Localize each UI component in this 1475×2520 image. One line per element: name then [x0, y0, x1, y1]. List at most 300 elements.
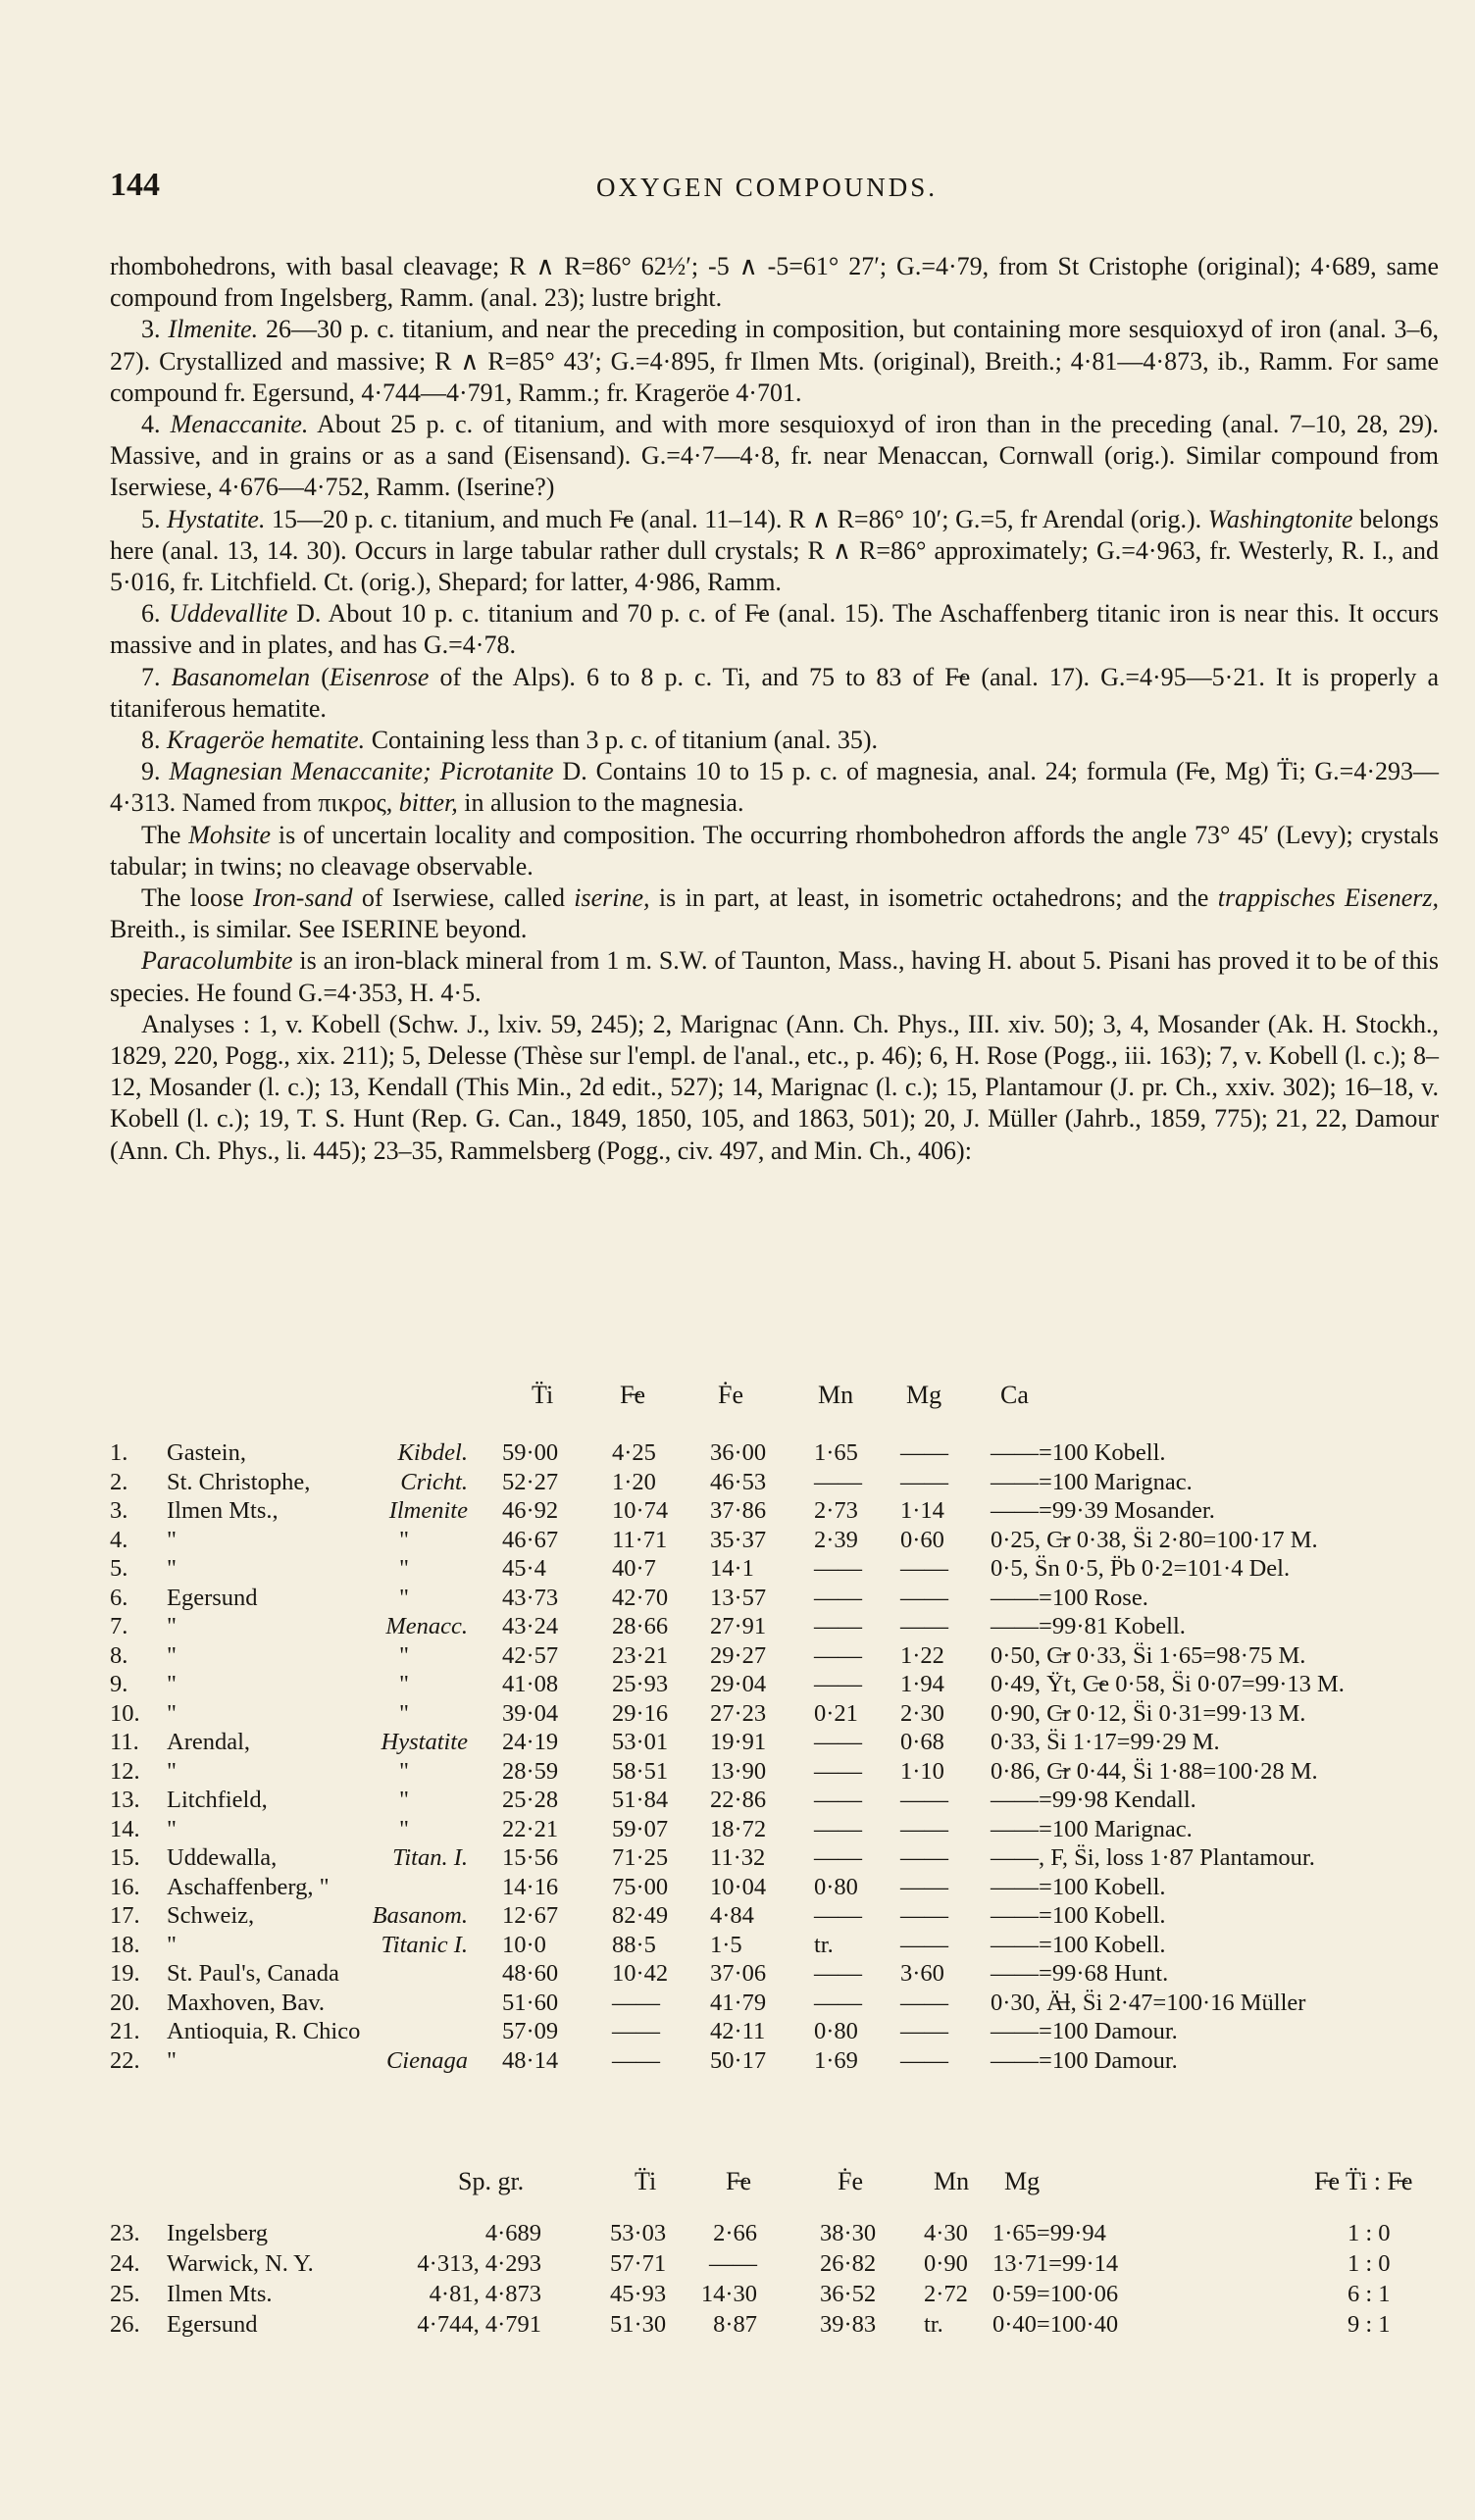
locality: Egersund: [167, 2311, 258, 2338]
value-mn: 0·21: [814, 1699, 858, 1727]
table-row: [110, 1642, 1453, 1672]
paragraph: [110, 504, 1439, 599]
text-span: Containing less than 3 p. c. of titanium (anal. 35).: [365, 726, 878, 755]
row-number: 3.: [110, 1497, 128, 1524]
value-mn: 2·73: [814, 1497, 858, 1524]
value-feo: 36·52: [820, 2281, 877, 2307]
value-mg: 0·60: [900, 1526, 944, 1553]
paragraph: [110, 882, 1439, 945]
row-number: 7.: [110, 1613, 128, 1639]
mineral-name: Titan. I.: [392, 1844, 468, 1871]
value-mg: ——: [900, 1844, 948, 1871]
mineral-name: Cricht.: [400, 1468, 468, 1495]
column-header: F̶e: [726, 2167, 751, 2195]
text-span: 7.: [141, 662, 172, 691]
specific-gravity: 4·689: [484, 2220, 541, 2246]
value-feo: 18·72: [710, 1815, 767, 1842]
value-mn: tr.: [924, 2311, 943, 2338]
value-mn: ——: [814, 1641, 862, 1669]
ratio: 1 : 0: [1348, 2250, 1391, 2277]
value-rest: 0·33, S̈i 1·17=99·29 M.: [991, 1729, 1220, 1755]
value-feo: 29·04: [710, 1671, 767, 1697]
row-number: 13.: [110, 1787, 140, 1813]
value-mg: ——: [900, 1902, 948, 1929]
table-row: [110, 1439, 1453, 1469]
value-mn: ——: [814, 1757, 862, 1785]
value-feo: 19·91: [710, 1729, 767, 1755]
locality: Ingelsberg: [167, 2220, 268, 2246]
value-ti: 46·92: [502, 1497, 559, 1524]
text-span: D. Contains 10 to 15 p. c. of magnesia, anal. 24; formula (F̶e, Mg) T̈i; G.=4·293—4·313. Named from πικρος,: [110, 757, 1440, 818]
mineral-name: ": [399, 1699, 410, 1727]
value-feo: 42·11: [710, 2018, 766, 2044]
value-rest: ——=100 Kobell.: [991, 1873, 1166, 1900]
row-number: 9.: [110, 1671, 128, 1697]
value-mg: 1·22: [900, 1641, 944, 1669]
ratio: 9 : 1: [1348, 2311, 1391, 2338]
locality: ": [167, 1641, 178, 1669]
text-span: 5.: [141, 504, 168, 533]
paragraph: [110, 598, 1439, 661]
value-fe2o3: 2·66: [713, 2220, 757, 2246]
row-number: 5.: [110, 1555, 128, 1582]
mineral-name: ": [399, 1787, 410, 1813]
value-ti: 12·67: [502, 1902, 559, 1929]
table-row: [110, 1613, 1453, 1642]
value-rest: ——=100 Damour.: [991, 2018, 1178, 2044]
text-span: 4.: [141, 410, 171, 439]
italic-text: Paracolumbite: [141, 946, 293, 976]
text-span: is in part, at least, in isometric octahedrons; and the: [649, 883, 1218, 913]
paragraph: [110, 725, 1439, 756]
value-fe2o3: 82·49: [612, 1902, 669, 1929]
value-mn: 1·69: [814, 2046, 858, 2074]
value-rest: ——=100 Damour.: [991, 2046, 1178, 2074]
value-ti: 53·03: [610, 2220, 667, 2246]
italic-text: Krageröe hematite.: [167, 726, 366, 755]
row-number: 21.: [110, 2018, 140, 2044]
value-ti: 42·57: [502, 1641, 559, 1669]
italic-text: iserine,: [574, 883, 650, 913]
value-fe2o3: 51·84: [612, 1787, 669, 1813]
value-fe2o3: 58·51: [612, 1757, 669, 1785]
locality: Arendal,: [167, 1729, 251, 1755]
text-span: 9.: [141, 757, 170, 786]
text-span: D. About 10 p. c. titanium and 70 p. c. of F̶e (anal. 15). The Aschaffenberg titanic iron is near this. It occurs massive and in plates, and has G.=4·78.: [110, 599, 1440, 660]
value-fe2o3: 59·07: [612, 1815, 669, 1842]
paragraph: [110, 756, 1439, 819]
page-number: 144: [110, 167, 160, 203]
page-header: [110, 167, 1424, 206]
value-mn: 4·30: [924, 2220, 968, 2246]
mineral-name: ": [399, 1641, 410, 1669]
italic-text: trappisches Eisenerz,: [1217, 883, 1439, 913]
locality: Gastein,: [167, 1439, 246, 1466]
value-feo: 35·37: [710, 1526, 767, 1553]
value-fe2o3: ——: [612, 1989, 660, 2016]
value-mn: 0·90: [924, 2250, 968, 2277]
value-ti: 51·30: [610, 2311, 667, 2338]
value-ti: 43·24: [502, 1613, 559, 1639]
locality: ": [167, 1699, 178, 1727]
column-header: T̈i: [532, 1381, 554, 1409]
table-row: [110, 2047, 1453, 2077]
italic-text: Mohsite: [188, 820, 272, 849]
value-feo: 11·32: [710, 1844, 766, 1871]
value-feo: 41·79: [710, 1989, 767, 2016]
italic-text: Washingtonite: [1207, 504, 1353, 533]
table-row: [110, 2281, 1453, 2310]
value-rest: 0·30, Ä̶l, S̈i 2·47=100·16 Müller: [991, 1989, 1306, 2016]
row-number: 25.: [110, 2281, 140, 2307]
mineral-name: Hystatite: [381, 1729, 468, 1755]
table-header-row: [110, 2167, 1453, 2196]
value-ti: 22·21: [502, 1815, 559, 1842]
table-row: [110, 1932, 1453, 1961]
ratio: 6 : 1: [1348, 2281, 1391, 2307]
value-rest: ——=100 Marignac.: [991, 1815, 1193, 1842]
value-mg: 3·60: [900, 1960, 944, 1987]
mineral-name: ": [399, 1584, 410, 1611]
text-span: of the Alps). 6 to 8 p. c. Ti, and 75 to 83 of F̶e (anal. 17). G.=4·95—5·21. It is properly a titaniferous hematite.: [110, 662, 1439, 723]
table-row: [110, 1585, 1453, 1614]
column-header: Mg: [1004, 2167, 1041, 2195]
row-number: 14.: [110, 1815, 140, 1842]
value-mg: 0·59=100·06: [992, 2281, 1119, 2307]
locality: Ilmen Mts.,: [167, 1497, 279, 1524]
table-row: [110, 1816, 1453, 1845]
value-feo: 27·91: [710, 1613, 767, 1639]
value-fe2o3: 40·7: [612, 1555, 656, 1582]
table-row: [110, 2220, 1453, 2249]
value-ti: 52·27: [502, 1468, 559, 1495]
mineral-name: ": [399, 1555, 410, 1582]
value-mn: ——: [814, 1729, 862, 1755]
value-mn: ——: [814, 1613, 862, 1639]
paragraph: [110, 945, 1439, 1008]
column-header: Ca: [1000, 1381, 1029, 1409]
value-mg: ——: [900, 2018, 948, 2044]
text-span: (: [310, 662, 330, 691]
locality: ": [167, 1671, 178, 1697]
locality: Schweiz,: [167, 1902, 255, 1929]
value-fe2o3: ——: [612, 2018, 660, 2044]
text-span: About 25 p. c. of titanium, and with more sesquioxyd of iron than in the preceding (anal. 7–10, 28, 29). Massive, and in grains or as a sand (Eisensand). G.=4·7—4·8, fr. near Menaccan, Cornwall (orig.). Similar compound from Iserwiese, 4·676—4·752, Ramm. (Iserine?): [110, 410, 1439, 502]
text-span: is an iron-black mineral from 1 m. S.W. of Taunton, Mass., having H. about 5. Pisani has proved it to be of this species. He found G.=4·353, H. 4·5.: [110, 946, 1439, 1007]
column-header: Sp. gr.: [458, 2167, 525, 2195]
locality: St. Paul's, Canada: [167, 1960, 339, 1987]
value-mg: 1·65=99·94: [992, 2220, 1106, 2246]
value-mg: ——: [900, 1989, 948, 2016]
value-fe2o3: 75·00: [612, 1873, 669, 1900]
text-span: is of uncertain locality and composition. The occurring rhombohedron affords the angle 73° 45′ (Levy); crystals tabular; in twins; no cleavage observable.: [110, 820, 1439, 881]
value-fe2o3: ——: [709, 2250, 757, 2277]
value-fe2o3: 88·5: [612, 1931, 656, 1958]
value-mn: ——: [814, 1787, 862, 1813]
locality: Warwick, N. Y.: [167, 2250, 314, 2277]
value-fe2o3: 14·30: [700, 2281, 757, 2307]
value-feo: 13·57: [710, 1584, 767, 1611]
value-ti: 28·59: [502, 1757, 559, 1785]
text-span: 26—30 p. c. titanium, and near the preceding in composition, but containing more sesquioxyd of iron (anal. 3–6, 27). Crystallized and massive; R ∧ R=85° 43′; G.=4·895, fr Ilmen Mts. (original), Breith.; 4·81—4·873, ib., Ramm. For same compound fr. Egersund, 4·744—4·791, Ramm.; fr. Krageröe 4·701.: [110, 315, 1440, 407]
value-rest: ——=100 Rose.: [991, 1584, 1148, 1611]
mineral-name: ": [399, 1757, 410, 1785]
value-ti: 57·71: [610, 2250, 667, 2277]
value-fe2o3: 4·25: [612, 1439, 656, 1466]
value-mg: 0·68: [900, 1729, 944, 1755]
value-mn: ——: [814, 1844, 862, 1871]
value-ti: 15·56: [502, 1844, 559, 1871]
value-mg: ——: [900, 1439, 948, 1466]
value-ti: 14·16: [502, 1873, 559, 1900]
value-mg: ——: [900, 1931, 948, 1958]
row-number: 8.: [110, 1641, 128, 1669]
value-rest: ——=100 Kobell.: [991, 1439, 1166, 1466]
value-ti: 24·19: [502, 1729, 559, 1755]
value-feo: 46·53: [710, 1468, 767, 1495]
text-span: of Iserwiese, called: [352, 883, 575, 913]
text-span: The loose: [141, 883, 253, 913]
mineral-name: ": [399, 1671, 410, 1697]
row-number: 18.: [110, 1931, 140, 1958]
value-rest: 0·86, C̶r 0·44, S̈i 1·88=100·28 M.: [991, 1757, 1318, 1785]
paragraph: [110, 251, 1439, 314]
table-row: [110, 1960, 1453, 1990]
mineral-name: ": [399, 1526, 410, 1553]
specific-gravity: 4·81, 4·873: [429, 2281, 541, 2307]
value-mn: tr.: [814, 1931, 834, 1958]
value-fe2o3: 25·93: [612, 1671, 669, 1697]
row-number: 20.: [110, 1989, 140, 2016]
row-number: 2.: [110, 1468, 128, 1495]
value-mg: ——: [900, 1555, 948, 1582]
running-title: OXYGEN COMPOUNDS.: [595, 173, 939, 202]
value-mn: ——: [814, 1555, 862, 1582]
value-mn: ——: [814, 1584, 862, 1611]
row-number: 6.: [110, 1584, 128, 1611]
mineral-name: Ilmenite: [388, 1497, 468, 1524]
paragraph: [110, 662, 1439, 725]
table-row: [110, 1555, 1453, 1585]
value-mg: 1·94: [900, 1671, 944, 1697]
value-mn: ——: [814, 1815, 862, 1842]
row-number: 24.: [110, 2250, 140, 2277]
value-fe2o3: 28·66: [612, 1613, 669, 1639]
italic-text: Menaccanite.: [170, 410, 309, 439]
column-header: Ḟe: [838, 2167, 863, 2195]
row-number: 12.: [110, 1757, 140, 1785]
value-ti: 41·08: [502, 1671, 559, 1697]
text-span: belongs here (anal. 13, 14. 30). Occurs in large tabular rather dull crystals; R ∧ R=86° approximately; G.=4·963, fr. Westerly, R. I., and 5·016, fr. Litchfield. Ct. (orig.), Shepard; for latter, 4·986, Ramm.: [110, 504, 1439, 597]
row-number: 1.: [110, 1439, 128, 1466]
row-number: 16.: [110, 1873, 140, 1900]
column-header: T̈i: [635, 2167, 657, 2195]
value-rest: ——=100 Marignac.: [991, 1468, 1193, 1495]
value-fe2o3: ——: [612, 2046, 660, 2074]
value-mg: ——: [900, 2046, 948, 2074]
table-row: [110, 1874, 1453, 1903]
value-ti: 51·60: [502, 1989, 559, 2016]
text-span: rhombohedrons, with basal cleavage; R ∧ R=86° 62½′; -5 ∧ -5=61° 27′; G.=4·79, from St Cristophe (original); 4·689, same compound from Ingelsberg, Ramm. (anal. 23); lustre bright.: [110, 252, 1439, 313]
locality: ": [167, 1613, 178, 1639]
locality: Uddewalla,: [167, 1844, 278, 1871]
value-mn: 1·65: [814, 1439, 858, 1466]
locality: ": [167, 1526, 178, 1553]
text-span: in allusion to the magnesia.: [457, 788, 744, 818]
text-span: 3.: [141, 315, 169, 344]
value-fe2o3: 23·21: [612, 1641, 669, 1669]
column-header: F̶e: [620, 1381, 645, 1409]
value-rest: ——=99·68 Hunt.: [991, 1960, 1169, 1987]
value-fe2o3: 10·42: [612, 1960, 669, 1987]
value-feo: 26·82: [820, 2250, 877, 2277]
paragraph: [110, 409, 1439, 504]
value-mg: ——: [900, 1468, 948, 1495]
body-text: [110, 251, 1439, 1167]
row-number: 4.: [110, 1526, 128, 1553]
value-rest: 0·25, C̶r 0·38, S̈i 2·80=100·17 M.: [991, 1526, 1318, 1553]
value-ti: 25·28: [502, 1787, 559, 1813]
value-ti: 39·04: [502, 1699, 559, 1727]
value-mg: 13·71=99·14: [992, 2250, 1119, 2277]
italic-text: Uddevallite: [169, 599, 288, 629]
value-fe2o3: 8·87: [713, 2311, 757, 2338]
table-row: [110, 1758, 1453, 1788]
text-span: 6.: [141, 599, 170, 629]
table-row: [110, 1497, 1453, 1527]
value-mg: ——: [900, 1815, 948, 1842]
value-fe2o3: 11·71: [612, 1526, 668, 1553]
value-feo: 36·00: [710, 1439, 767, 1466]
value-feo: 39·83: [820, 2311, 877, 2338]
column-header: Mn: [818, 1381, 854, 1409]
row-number: 17.: [110, 1902, 140, 1929]
value-feo: 22·86: [710, 1787, 767, 1813]
paragraph: [110, 820, 1439, 882]
text-span: 15—20 p. c. titanium, and much F̶e (anal. 11–14). R ∧ R=86° 10′; G.=5, fr Arendal (orig.).: [265, 504, 1208, 533]
value-feo: 10·04: [710, 1873, 767, 1900]
value-mn: ——: [814, 1989, 862, 2016]
locality: ": [167, 1555, 178, 1582]
table-row: [110, 1990, 1453, 2019]
locality: Egersund: [167, 1584, 258, 1611]
value-rest: 0·50, C̶r 0·33, S̈i 1·65=98·75 M.: [991, 1641, 1306, 1669]
row-number: 19.: [110, 1960, 140, 1987]
value-mn: ——: [814, 1902, 862, 1929]
value-feo: 37·06: [710, 1960, 767, 1987]
value-mn: 2·39: [814, 1526, 858, 1553]
value-fe2o3: 42·70: [612, 1584, 669, 1611]
value-ti: 45·4: [502, 1555, 546, 1582]
table-row: [110, 1700, 1453, 1730]
value-mg: ——: [900, 1873, 948, 1900]
value-feo: 1·5: [710, 1931, 742, 1958]
row-number: 11.: [110, 1729, 139, 1755]
table-header-row: [110, 1381, 1453, 1410]
column-header: F̶e T̈i : F̶e: [1314, 2167, 1413, 2195]
table-row: [110, 1787, 1453, 1816]
locality: St. Christophe,: [167, 1468, 311, 1495]
locality: Ilmen Mts.: [167, 2281, 273, 2307]
value-mn: ——: [814, 1671, 862, 1697]
specific-gravity: 4·744, 4·791: [417, 2311, 541, 2338]
italic-text: Basanomelan: [171, 662, 311, 691]
value-mn: ——: [814, 1468, 862, 1495]
table-row: [110, 2250, 1453, 2280]
table-row: [110, 1527, 1453, 1556]
mineral-name: Kibdel.: [397, 1439, 468, 1466]
column-header: Mg: [906, 1381, 942, 1409]
value-mn: 0·80: [814, 1873, 858, 1900]
text-span: Breith., is similar. See ISERINE beyond.: [110, 915, 528, 944]
value-rest: ——=99·39 Mosander.: [991, 1497, 1215, 1524]
italic-text: Magnesian Menaccanite; Picrotanite: [169, 757, 554, 786]
table-row: [110, 1469, 1453, 1498]
locality: Aschaffenberg, ": [167, 1873, 330, 1900]
table-row: [110, 1671, 1453, 1700]
value-mg: ——: [900, 1613, 948, 1639]
row-number: 15.: [110, 1844, 140, 1871]
locality: ": [167, 2046, 178, 2074]
value-fe2o3: 1·20: [612, 1468, 656, 1495]
value-ti: 46·67: [502, 1526, 559, 1553]
row-number: 23.: [110, 2220, 140, 2246]
value-rest: ——, F, S̈i, loss 1·87 Plantamour.: [991, 1844, 1315, 1871]
value-ti: 48·60: [502, 1960, 559, 1987]
italic-text: bitter,: [398, 788, 458, 818]
text-span: 8.: [141, 726, 167, 755]
locality: ": [167, 1757, 178, 1785]
value-feo: 50·17: [710, 2046, 767, 2074]
value-mg: 1·14: [900, 1497, 944, 1524]
value-mn: ——: [814, 1960, 862, 1987]
value-rest: ——=100 Kobell.: [991, 1902, 1166, 1929]
value-ti: 43·73: [502, 1584, 559, 1611]
specific-gravity: 4·313, 4·293: [417, 2250, 541, 2277]
mineral-name: Cienaga: [385, 2046, 468, 2074]
mineral-name: ": [399, 1815, 410, 1842]
italic-text: Ilmenite.: [168, 315, 259, 344]
value-feo: 14·1: [710, 1555, 754, 1582]
row-number: 22.: [110, 2046, 140, 2074]
value-fe2o3: 29·16: [612, 1699, 669, 1727]
locality: Maxhoven, Bav.: [167, 1989, 326, 2016]
paragraph: [110, 1009, 1439, 1167]
italic-text: Eisenrose: [329, 662, 430, 691]
value-feo: 4·84: [710, 1902, 754, 1929]
value-rest: ——=99·81 Kobell.: [991, 1613, 1186, 1639]
locality: ": [167, 1815, 178, 1842]
mineral-name: Basanom.: [372, 1902, 468, 1929]
value-mg: 0·40=100·40: [992, 2311, 1119, 2338]
value-fe2o3: 53·01: [612, 1729, 669, 1755]
value-feo: 29·27: [710, 1641, 767, 1669]
column-header: Ḟe: [718, 1381, 743, 1409]
value-rest: ——=99·98 Kendall.: [991, 1787, 1196, 1813]
value-feo: 13·90: [710, 1757, 767, 1785]
paragraph: [110, 314, 1439, 409]
locality: Litchfield,: [167, 1787, 268, 1813]
italic-text: Hystatite.: [167, 504, 266, 533]
table-row: [110, 1729, 1453, 1758]
value-mg: ——: [900, 1584, 948, 1611]
value-mg: ——: [900, 1787, 948, 1813]
locality: Antioquia, R. Chico: [167, 2018, 361, 2044]
value-mn: 2·72: [924, 2281, 968, 2307]
value-feo: 27·23: [710, 1699, 767, 1727]
table-row: [110, 1844, 1453, 1874]
value-ti: 10·0: [502, 1931, 546, 1958]
